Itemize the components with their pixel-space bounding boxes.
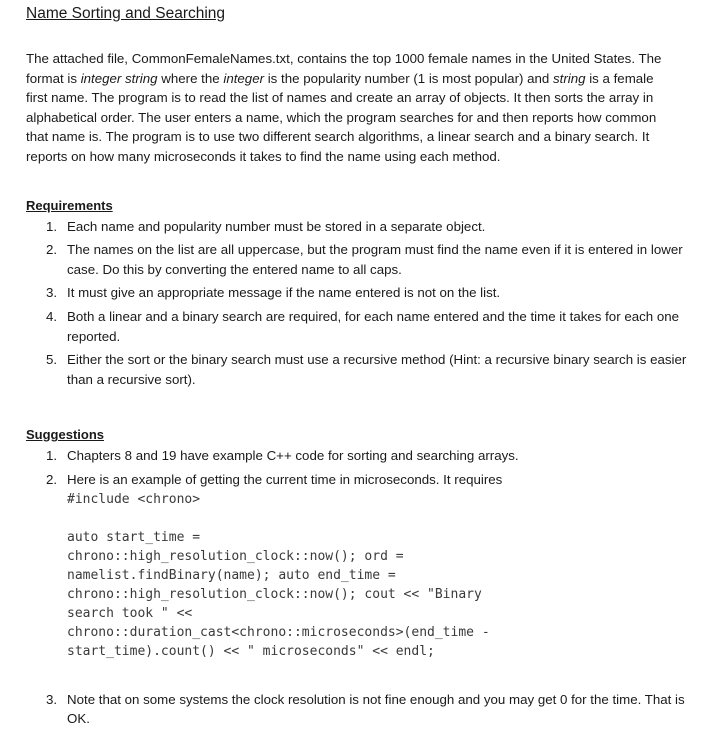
list-item-text: Each name and popularity number must be stored in a separate object. (67, 218, 486, 234)
list-number: 3. (46, 691, 58, 707)
intro-text: is a female first name. The program is to read the list of names and create an array of objects. It then sorts the array in alphabetical order. The user enters a name, which the program searches for and then reports how common that name is. The program is to use two different search algorithms, a linear search and a binary search. It reports on how many microseconds it takes to find the name using each method. (26, 70, 657, 164)
requirements-list (26, 217, 690, 390)
suggestions-list (26, 446, 690, 728)
list-item-text: Both a linear and a binary search are required, for each name entered and the time it takes for each one reported. (67, 308, 680, 344)
intro-text: is the popularity number (1 is most popular) and (264, 70, 554, 86)
list-number: 4. (46, 308, 58, 324)
list-item (46, 283, 690, 303)
list-number: 3. (46, 285, 58, 301)
suggestions-heading: Suggestions (26, 427, 105, 443)
intro-emphasis: integer (223, 70, 265, 86)
list-item (46, 350, 690, 389)
list-item-text: The names on the list are all uppercase, but the program must find the name even if it is entered in lower case. Do this by converting the entered name to all caps. (67, 242, 683, 277)
list-item-text: Here is an example of getting the current time in microseconds. It requires (67, 471, 503, 487)
requirements-heading: Requirements (26, 197, 113, 213)
list-item (46, 446, 690, 466)
list-item-text: Chapters 8 and 19 have example C++ code for sorting and searching arrays. (67, 448, 519, 464)
list-number: 2. (46, 242, 58, 258)
list-item (46, 307, 690, 346)
intro-paragraph (26, 49, 666, 167)
list-item (46, 217, 690, 237)
page-title: Name Sorting and Searching (26, 5, 226, 22)
list-number: 2. (46, 471, 58, 487)
code-snippet: auto start_time = chrono::high_resolution_clock::now(); ord = namelist.findBinary(name); auto end_time = chrono::high_resolution_clock::now(); cout << "Binary search took " << chrono::duration_cast<chrono::microseconds>(end_time - start_time).count() << " microseconds" << endl; (67, 529, 490, 659)
code-include-line: #include <chrono> (67, 491, 201, 507)
list-item (46, 470, 690, 661)
intro-emphasis: string (553, 70, 586, 86)
list-item-text: It must give an appropriate message if the name entered is not on the list. (67, 285, 501, 301)
list-number: 5. (46, 352, 58, 368)
intro-emphasis: integer string (80, 70, 158, 86)
list-number: 1. (46, 448, 58, 464)
list-item (46, 240, 690, 279)
list-item (46, 690, 690, 729)
intro-text: The attached file, CommonFemaleNames.txt, contains the top 1000 female names in the United States. The format is (26, 51, 662, 86)
list-number: 1. (46, 218, 58, 234)
list-item-text: Either the sort or the binary search must use a recursive method (Hint: a recursive binary search is easier than a recursive sort). (67, 352, 687, 387)
list-item-text: Note that on some systems the clock resolution is not fine enough and you may get 0 for the time. That is OK. (67, 691, 685, 727)
intro-text: where the (157, 70, 224, 86)
